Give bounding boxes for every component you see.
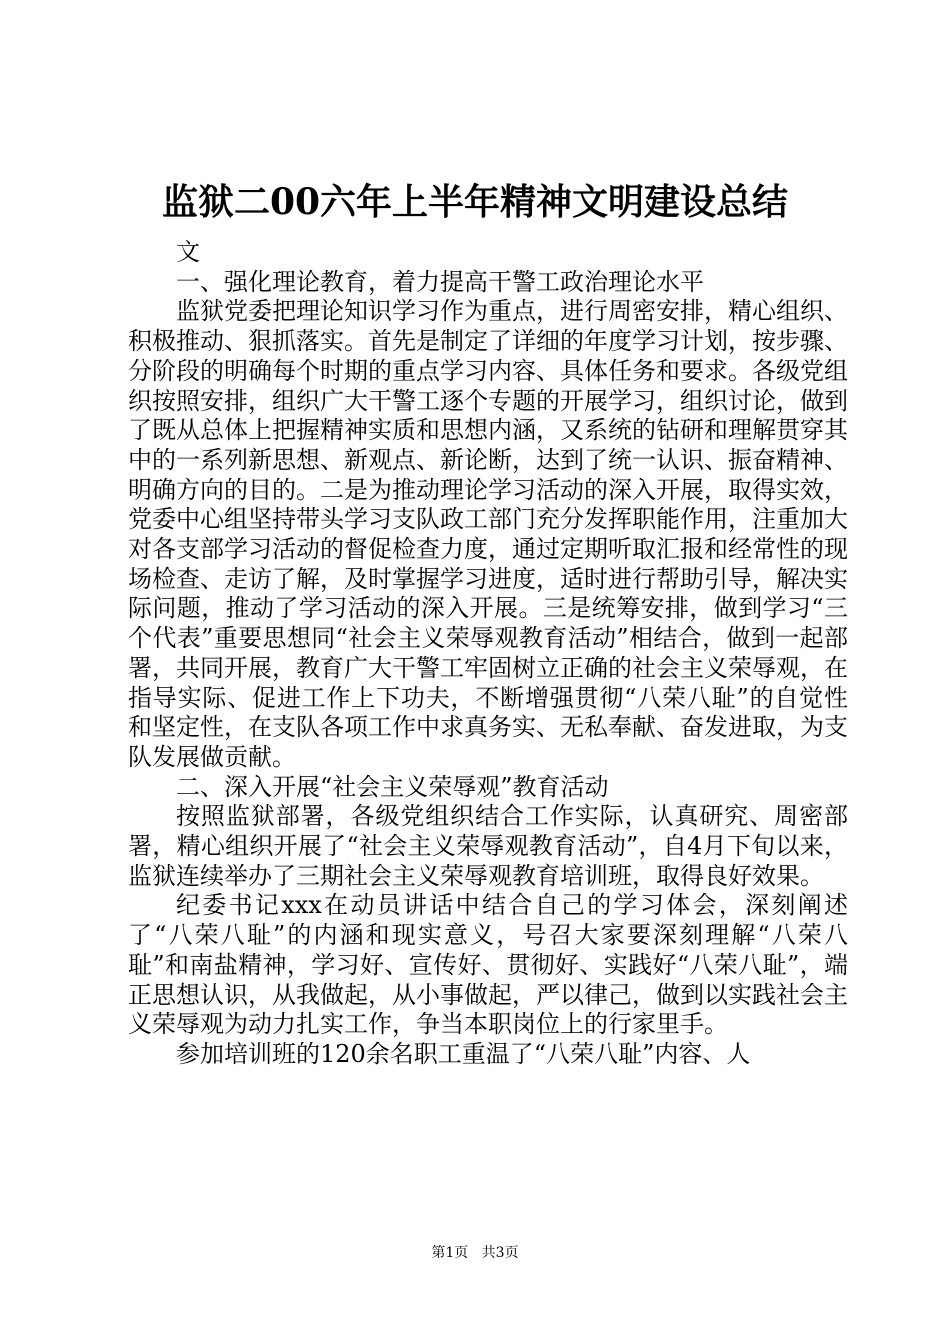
- paragraph-2: 按照监狱部署，各级党组织结合工作实际，认真研究、周密部署，精心组织开展了“社会主义荣辱观教育活动”，自4月下旬以来，监狱连续举办了三期社会主义荣辱观教育培训班，取得良好效果。: [128, 802, 848, 890]
- paragraph-1: 监狱党委把理论知识学习作为重点，进行周密安排，精心组织、积极推动、狠抓落实。首先是制定了详细的年度学习计划，按步骤、分阶段的明确每个时期的重点学习内容、具体任务和要求。各级党组织按照安排，组织广大干警工逐个专题的开展学习，组织讨论，做到了既从总体上把握精神实质和思想内涵，又系统的钻研和理解贯穿其中的一系列新思想、新观点、新论断，达到了统一认识、振奋精神、明确方向的目的。二是为推动理论学习活动的深入开展，取得实效，党委中心组坚持带头学习支队政工部门充分发挥职能作用，注重加大对各支部学习活动的督促检查力度，通过定期听取汇报和经常性的现场检查、走访了解，及时掌握学习进度，适时进行帮助引导，解决实际问题，推动了学习活动的深入开展。三是统筹安排，做到学习“三个代表”重要思想同“社会主义荣辱观教育活动”相结合，做到一起部署，共同开展，教育广大干警工牢固树立正确的社会主义荣辱观，在指导实际、促进工作上下功夫，不断增强贯彻“八荣八耻”的自觉性和坚定性，在支队各项工作中求真务实、无私奉献、奋发进取，为支队发展做贡献。: [128, 297, 848, 771]
- page-separator: [473, 1245, 477, 1261]
- section-heading-2: 二、深入开展“社会主义荣辱观”教育活动: [176, 772, 609, 801]
- author-line: 文: [176, 238, 200, 266]
- paragraph-4: 参加培训班的120余名职工重温了“八荣八耻”内容、人: [176, 1039, 751, 1068]
- section-heading-1: 一、强化理论教育，着力提高干警工政治理论水平: [176, 267, 704, 296]
- paragraph-3: 纪委书记xxx在动员讲话中结合自己的学习体会，深刻阐述了“八荣八耻”的内涵和现实意义，号召大家要深刻理解“八荣八耻”和南盐精神，学习好、宣传好、贯彻好、实践好“八荣八耻”，端正思想认识，从我做起，从小事做起，严以律己，做到以实践社会主义荣辱观为动力扎实工作，争当本职岗位上的行家里手。: [128, 891, 848, 1039]
- document-title: 监狱二00六年上半年精神文明建设总结: [161, 181, 789, 223]
- document-body: [128, 238, 848, 1070]
- page-number: 第1页: [431, 1245, 469, 1261]
- page-total: 共3页: [481, 1245, 519, 1261]
- page-footer: [0, 1244, 950, 1262]
